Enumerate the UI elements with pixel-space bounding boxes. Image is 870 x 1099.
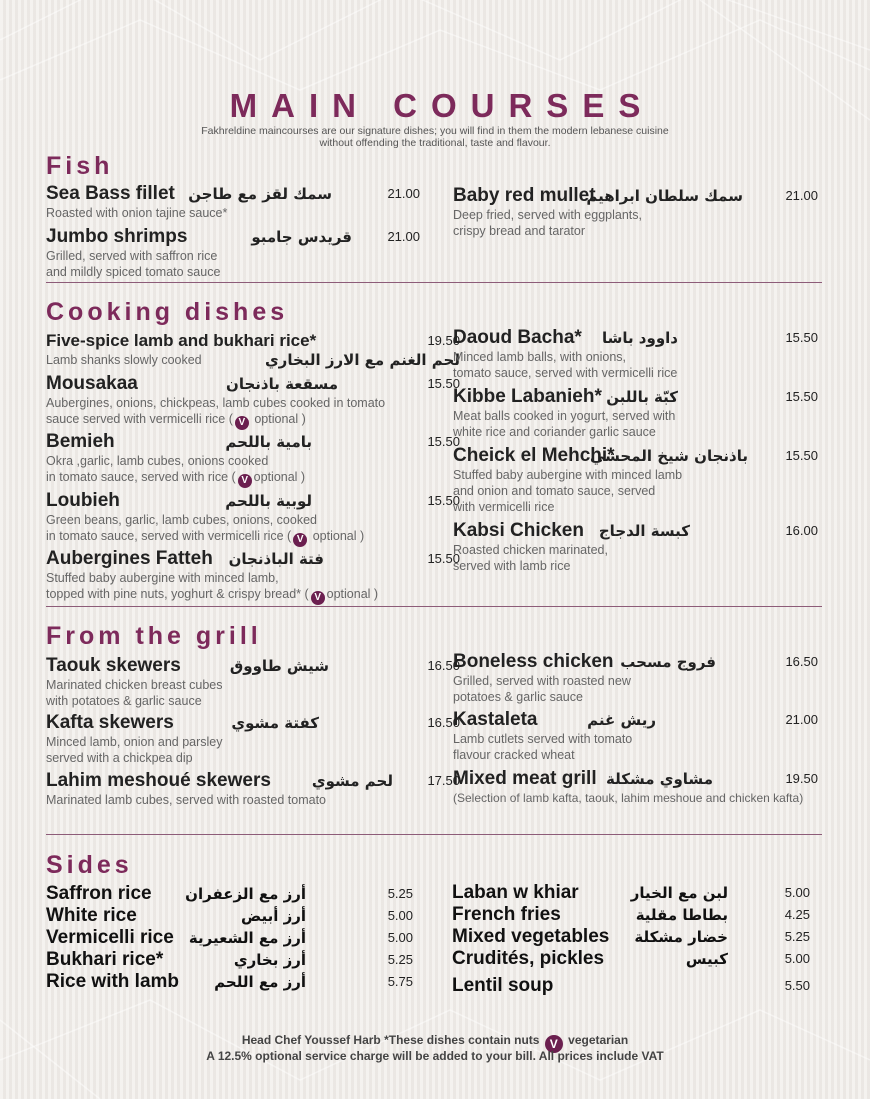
item-description: with vermicelli rice: [453, 500, 555, 514]
item-name: Laban w khiar: [452, 882, 579, 903]
footer-text: Head Chef Youssef Harb *These dishes contain nuts: [241, 1033, 540, 1047]
menu-item: [46, 183, 420, 221]
item-price: 5.25: [387, 952, 413, 967]
desc-text: optional ): [254, 412, 306, 426]
item-price: 15.50: [427, 493, 460, 508]
item-arabic-name: فتة الباذنجان: [228, 550, 324, 568]
item-description: white rice and coriander garlic sauce: [453, 425, 656, 439]
item-arabic-name: كبّة باللبن: [606, 388, 678, 406]
menu-item: [46, 655, 460, 709]
vegetarian-icon: V: [545, 1035, 563, 1053]
item-arabic-name: أرز أبيض: [241, 907, 306, 925]
side-item: [46, 971, 411, 993]
item-name: Loubieh: [46, 490, 120, 511]
item-arabic-name: مشاوي مشكلة: [606, 770, 713, 788]
item-arabic-name: أرز مع الزعفران: [185, 885, 306, 903]
item-name: Bukhari rice*: [46, 949, 164, 970]
item-name: Mixed meat grill: [453, 768, 597, 789]
item-name: Baby red mullet: [453, 185, 596, 206]
vegetarian-icon: V: [238, 474, 252, 488]
item-arabic-name: سمك سلطان ابراهيم: [586, 187, 743, 205]
section-title: From the grill: [46, 622, 262, 650]
menu-item: [46, 226, 420, 280]
item-price: 15.50: [785, 330, 818, 345]
item-arabic-name: لوبية باللحم: [225, 492, 312, 510]
item-name: Kafta skewers: [46, 712, 174, 733]
item-description: Deep fried, served with eggplants,: [453, 208, 642, 222]
item-name: Kastaleta: [453, 709, 538, 730]
item-description: Lamb shanks slowly cooked: [46, 353, 202, 367]
menu-item: [453, 445, 818, 515]
item-name: Taouk skewers: [46, 655, 181, 676]
item-price: 19.50: [427, 333, 460, 348]
item-description: Marinated lamb cubes, served with roasted tomato: [46, 793, 326, 807]
section-sides: [46, 851, 822, 881]
item-price: 16.00: [785, 523, 818, 538]
menu-item: [453, 768, 818, 806]
item-description: potatoes & garlic sauce: [453, 690, 583, 704]
side-item: [46, 905, 411, 927]
page-title: MAIN COURSES: [229, 87, 655, 124]
item-name: Crudités, pickles: [452, 948, 605, 969]
item-arabic-name: خضار مشكلة: [634, 928, 728, 946]
item-name: Sea Bass fillet: [46, 183, 175, 204]
item-name: Bemieh: [46, 431, 115, 452]
menu-item: [453, 520, 818, 574]
section-title: Cooking dishes: [46, 298, 289, 326]
item-arabic-name: داوود باشا: [601, 329, 678, 347]
item-arabic-name: أرز مع الشعيرية: [188, 929, 306, 947]
item-description: Minced lamb, onion and parsley: [46, 735, 223, 749]
vegetarian-icon: V: [311, 591, 325, 605]
item-description: Minced lamb balls, with onions,: [453, 350, 626, 364]
menu-item: [46, 490, 460, 547]
item-name: Boneless chicken: [453, 651, 614, 672]
item-arabic-name: سمك لقز مع طاجن: [188, 185, 332, 203]
item-price: 19.50: [785, 771, 818, 786]
section-title: Sides: [46, 851, 133, 879]
menu-item: [46, 770, 460, 808]
desc-text: in tomato sauce, served with vermicelli rice (: [46, 529, 292, 543]
item-description: [46, 469, 414, 488]
item-description: Stuffed baby aubergine with minced lamb: [453, 468, 683, 482]
vegetarian-icon: V: [235, 416, 249, 430]
item-price: 21.00: [785, 712, 818, 727]
vegetarian-icon: V: [293, 533, 307, 547]
item-name: Mousakaa: [46, 373, 138, 394]
menu-item: [46, 548, 460, 605]
item-price: 5.75: [387, 974, 413, 989]
item-name: Saffron rice: [46, 883, 152, 904]
desc-text: optional ): [253, 470, 306, 484]
item-name: Mixed vegetables: [452, 926, 610, 947]
item-description: flavour cracked wheat: [453, 748, 575, 762]
item-price: 15.50: [427, 551, 460, 566]
footer-line-2: A 12.5% optional service charge will be added to your bill. All prices include VAT: [206, 1049, 664, 1063]
item-name: Kabsi Chicken: [453, 520, 584, 541]
desc-text: optional ): [312, 529, 365, 543]
menu-item: [46, 712, 460, 766]
menu-item: [453, 709, 818, 763]
item-description: sauce served with vermicelli rice ( V optional ): [46, 412, 306, 428]
item-arabic-name: كفتة مشوي: [231, 714, 319, 732]
divider: [46, 282, 822, 283]
item-description: Roasted with onion tajine sauce*: [46, 206, 228, 220]
item-price: 4.25: [784, 907, 810, 922]
section-from-the-grill: [46, 622, 822, 652]
item-description: Roasted chicken marinated,: [453, 543, 608, 557]
item-arabic-name: بامية باللحم: [225, 433, 312, 451]
item-arabic-name: أرز بخاري: [233, 951, 306, 969]
item-description: with potatoes & garlic sauce: [46, 694, 202, 708]
item-arabic-name: ريش غنم: [587, 711, 656, 729]
menu-item: [46, 330, 460, 369]
footer-text: vegetarian: [568, 1033, 629, 1047]
item-name: Aubergines Fatteh: [46, 548, 213, 569]
item-description: Grilled, served with saffron rice: [46, 249, 218, 263]
side-item: [46, 883, 411, 905]
item-arabic-name: مسقعة باذنجان: [226, 375, 338, 393]
item-price: 5.00: [784, 885, 810, 900]
item-description: Meat balls cooked in yogurt, served with: [453, 409, 676, 423]
item-name: Lahim meshoué skewers: [46, 770, 271, 791]
item-description: served with a chickpea dip: [46, 751, 193, 765]
item-price: 16.50: [427, 715, 460, 730]
item-price: 15.50: [427, 376, 460, 391]
menu-item: [453, 386, 818, 440]
item-description: tomato sauce, served with vermicelli rice: [453, 366, 678, 380]
side-item: [46, 949, 411, 971]
item-arabic-name: شيش طاووق: [229, 657, 329, 675]
item-arabic-name: لبن مع الخيار: [630, 884, 728, 902]
section-cooking-dishes: [46, 298, 822, 328]
item-name: Kibbe Labanieh*: [453, 386, 602, 407]
side-item: [452, 926, 810, 948]
item-description: [46, 586, 414, 605]
item-price: 16.50: [427, 658, 460, 673]
item-description: and mildly spiced tomato sauce: [46, 265, 221, 279]
item-name: French fries: [452, 904, 561, 925]
item-price: 5.00: [387, 908, 413, 923]
item-name: White rice: [46, 905, 137, 926]
item-price: 16.50: [785, 654, 818, 669]
item-price: 21.00: [785, 188, 818, 203]
divider: [46, 834, 822, 835]
menu-item: [453, 651, 818, 705]
item-description: and onion and tomato sauce, served: [453, 484, 656, 498]
item-description: served with lamb rice: [453, 559, 571, 573]
side-item: [452, 975, 810, 997]
item-description: Lamb cutlets served with tomato: [453, 732, 633, 746]
item-description: crispy bread and tarator: [453, 224, 586, 238]
item-arabic-name: كبيس: [685, 950, 728, 968]
item-name: Cheick el Mehchi*: [453, 445, 615, 466]
item-arabic-name: قريدس جامبو: [251, 228, 352, 246]
item-arabic-name: باذنجان شيخ المحشي: [589, 447, 748, 465]
item-name: Rice with lamb: [46, 971, 180, 992]
item-description: Grilled, served with roasted new: [453, 674, 631, 688]
side-item: [452, 948, 810, 970]
item-name: Five-spice lamb and bukhari rice*: [46, 331, 317, 350]
item-description: Aubergines, onions, chickpeas, lamb cubes cooked in tomato: [46, 396, 386, 410]
subtitle-line-1: Fakhreldine maincourses are our signature dishes; you will find in them the modern lebanese cuisine: [201, 125, 669, 137]
menu-item: [453, 185, 818, 239]
item-price: 5.50: [784, 978, 810, 993]
item-price: 21.00: [387, 229, 420, 244]
side-item: [452, 904, 810, 926]
item-arabic-name: لحم مشوي: [311, 772, 393, 790]
menu-item: [453, 327, 818, 381]
desc-text: in tomato sauce, served with rice (: [46, 470, 236, 484]
item-price: 5.25: [387, 886, 413, 901]
item-name: Vermicelli rice: [46, 927, 174, 948]
item-name: Jumbo shrimps: [46, 226, 188, 247]
item-price: 5.00: [387, 930, 413, 945]
subtitle-line-2: without offending the traditional, taste and flavour.: [319, 137, 551, 149]
item-description: Green beans, garlic, lamb cubes, onions, cooked: [46, 513, 317, 527]
item-name: Daoud Bacha*: [453, 327, 582, 348]
item-price: 15.50: [785, 389, 818, 404]
desc-text: topped with pine nuts, yoghurt & crispy bread* (: [46, 587, 309, 601]
item-description: [46, 528, 414, 547]
item-arabic-name: أرز مع اللحم: [214, 973, 306, 991]
item-price: 5.25: [784, 929, 810, 944]
item-description: Marinated chicken breast cubes: [46, 678, 223, 692]
item-description: (Selection of lamb kafta, taouk, lahim meshoue and chicken kafta): [453, 791, 804, 805]
item-price: 21.00: [387, 186, 420, 201]
item-price: 15.50: [785, 448, 818, 463]
menu-item: [46, 431, 460, 488]
menu-header: [0, 86, 870, 150]
section-title: Fish: [46, 152, 114, 180]
item-price: 17.50: [427, 773, 460, 788]
item-arabic-name: لحم الغنم مع الارز البخاري: [264, 351, 460, 369]
item-arabic-name: فروج مسحب: [620, 653, 716, 671]
item-description: Stuffed baby aubergine with minced lamb,: [46, 571, 279, 585]
item-name: Lentil soup: [452, 975, 554, 996]
divider: [46, 606, 822, 607]
item-price: 5.00: [784, 951, 810, 966]
menu-item: [46, 373, 460, 430]
desc-text: sauce served with vermicelli rice: [46, 412, 226, 426]
item-price: 15.50: [427, 434, 460, 449]
desc-text: optional ): [326, 587, 379, 601]
item-arabic-name: كبسة الدجاج: [598, 522, 690, 540]
item-arabic-name: بطاطا مقلية: [635, 906, 728, 924]
item-description: Okra ,garlic, lamb cubes, onions cooked: [46, 454, 269, 468]
side-item: [452, 882, 810, 904]
side-item: [46, 927, 411, 949]
